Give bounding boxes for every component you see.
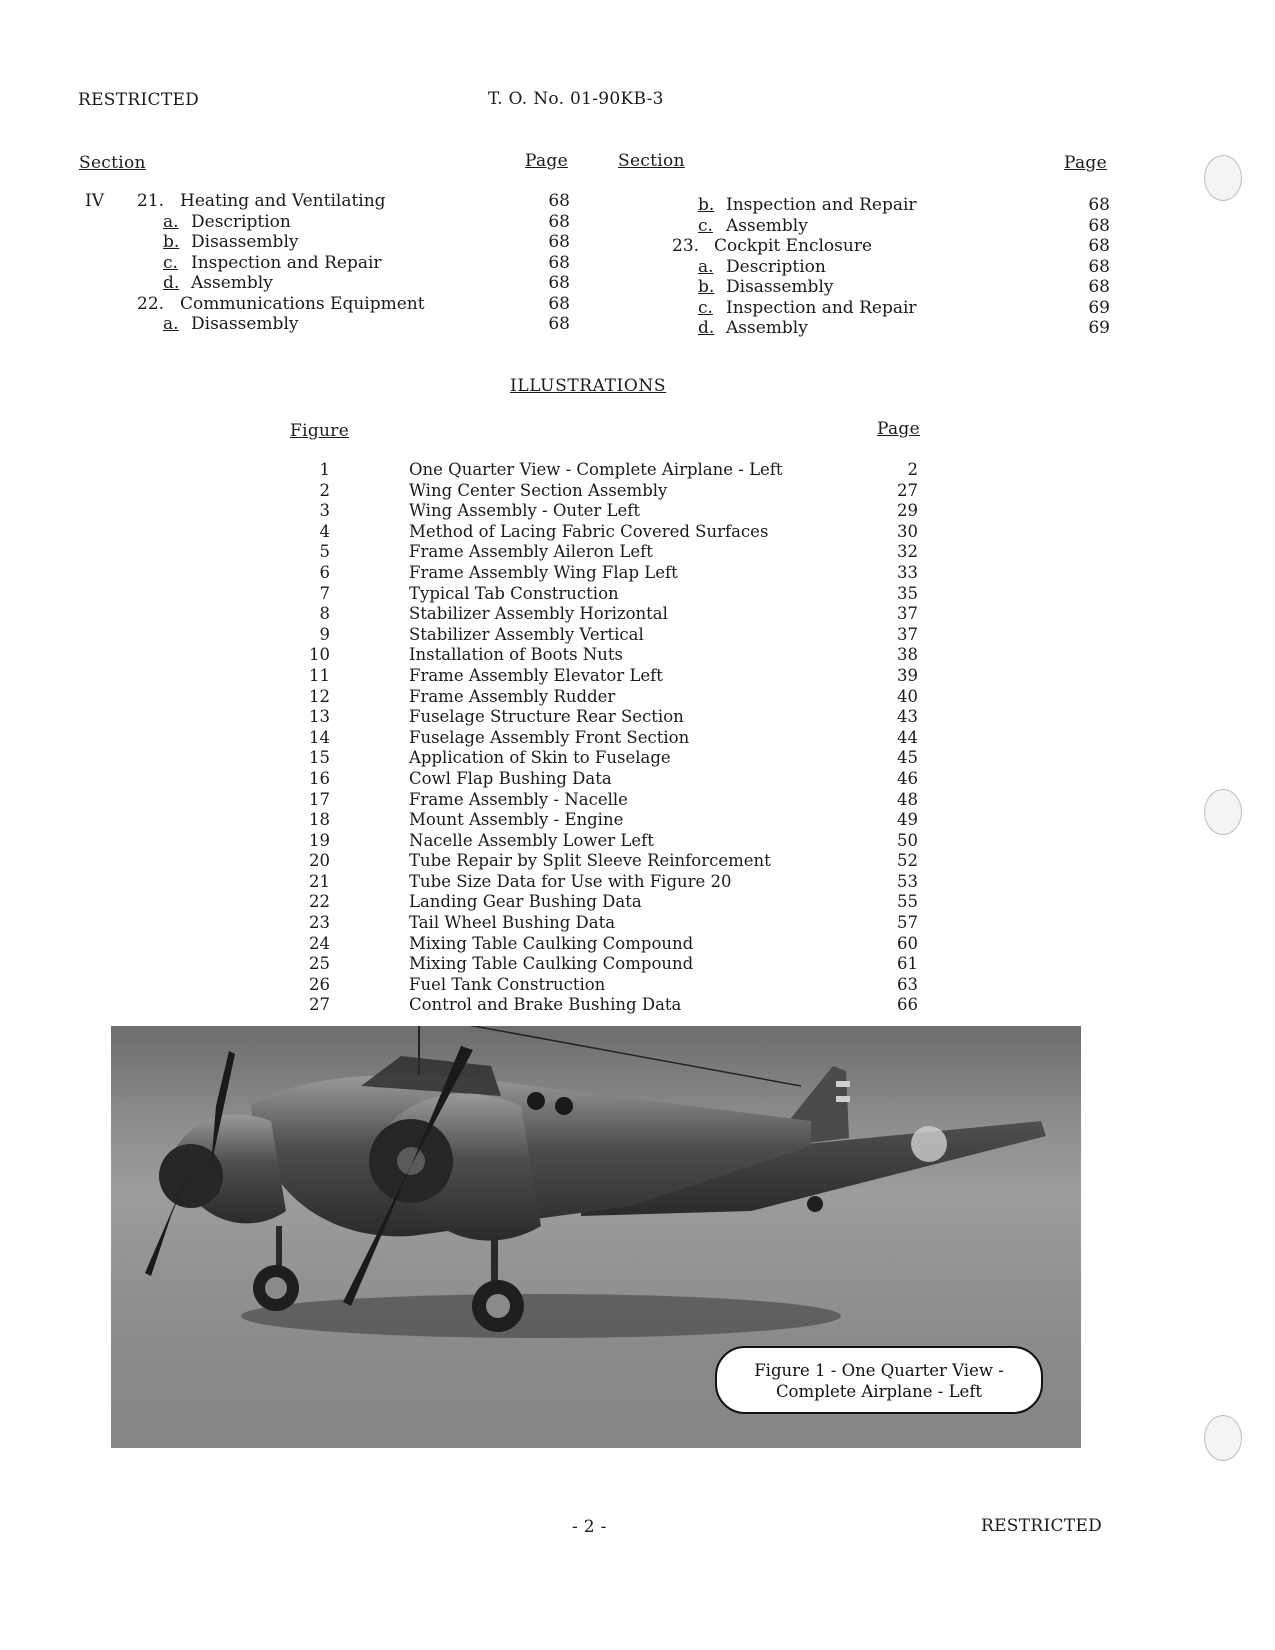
toc-item-number: 21. bbox=[137, 191, 165, 211]
toc-page-number: 68 bbox=[1088, 256, 1110, 277]
toc-page-number: 69 bbox=[1088, 297, 1110, 318]
illustration-row bbox=[0, 934, 1000, 955]
toc-entry bbox=[600, 277, 1120, 298]
figure-title: Tail Wheel Bushing Data bbox=[409, 913, 616, 933]
figure-page-number: 33 bbox=[897, 562, 918, 582]
figure-title: Fuel Tank Construction bbox=[409, 974, 606, 994]
illustration-row bbox=[0, 872, 1000, 893]
figure-title: Wing Assembly - Outer Left bbox=[409, 501, 641, 521]
figure-number: 22 bbox=[309, 892, 330, 912]
toc-page-number: 68 bbox=[1088, 277, 1110, 297]
toc-entry-title: Inspection and Repair bbox=[191, 252, 382, 273]
figure-title: Frame Assembly Aileron Left bbox=[409, 542, 653, 562]
figure-title: Mixing Table Caulking Compound bbox=[409, 933, 694, 953]
figure-title: Mount Assembly - Engine bbox=[409, 810, 624, 830]
header-tech-order-number: T. O. No. 01-90KB-3 bbox=[488, 89, 664, 109]
airplane-photo bbox=[111, 1026, 1081, 1448]
figure-title: Wing Center Section Assembly bbox=[409, 480, 668, 500]
figure-title: Installation of Boots Nuts bbox=[409, 645, 623, 665]
footer-page-number: - 2 - bbox=[572, 1517, 607, 1537]
toc-entry bbox=[0, 273, 600, 294]
toc-subitem-letter: c. bbox=[698, 297, 713, 318]
toc-right-list bbox=[600, 195, 1120, 339]
figure-number: 23 bbox=[309, 913, 330, 933]
figure-page-number: 50 bbox=[897, 830, 918, 850]
figure-page-number: 57 bbox=[897, 913, 918, 933]
toc-section-number: IV bbox=[85, 191, 104, 211]
toc-entry bbox=[600, 257, 1120, 278]
illustration-row bbox=[0, 460, 1000, 481]
illustration-row bbox=[0, 481, 1000, 502]
figure-number: 9 bbox=[319, 624, 330, 644]
toc-page-number: 68 bbox=[548, 314, 570, 334]
punch-hole bbox=[1204, 789, 1242, 835]
illustration-row bbox=[0, 707, 1000, 728]
toc-entry bbox=[0, 191, 600, 212]
figure-page-number: 37 bbox=[897, 624, 918, 644]
toc-subitem-letter: c. bbox=[163, 252, 178, 273]
toc-entry bbox=[600, 298, 1120, 319]
toc-entry bbox=[600, 195, 1120, 216]
toc-page-number: 68 bbox=[548, 191, 570, 211]
toc-subitem-letter: a. bbox=[698, 256, 714, 277]
toc-entry bbox=[0, 294, 600, 315]
figure-page-number: 39 bbox=[897, 665, 918, 685]
figure-title: Stabilizer Assembly Vertical bbox=[409, 624, 644, 644]
toc-entry-title: Assembly bbox=[726, 215, 808, 236]
figure-title: Stabilizer Assembly Horizontal bbox=[409, 604, 668, 624]
figure-number: 16 bbox=[309, 768, 330, 788]
figure-page-number: 38 bbox=[897, 645, 918, 665]
figure-number: 19 bbox=[309, 830, 330, 850]
figure-number: 24 bbox=[309, 933, 330, 953]
figure-page-number: 43 bbox=[897, 707, 918, 727]
illustration-row bbox=[0, 728, 1000, 749]
figure-page-number: 2 bbox=[907, 460, 918, 479]
figure-number: 15 bbox=[309, 748, 330, 768]
figure-page-number: 49 bbox=[897, 810, 918, 830]
toc-page-number: 68 bbox=[1088, 215, 1110, 236]
figure-title: Method of Lacing Fabric Covered Surfaces bbox=[409, 521, 769, 541]
figure-title: Mixing Table Caulking Compound bbox=[409, 954, 694, 974]
figure-page-number: 40 bbox=[897, 686, 918, 706]
toc-entry-title: Description bbox=[726, 256, 826, 277]
illustration-row bbox=[0, 892, 1000, 913]
figure-number: 14 bbox=[309, 727, 330, 747]
figure-number: 6 bbox=[319, 562, 330, 582]
toc-entry bbox=[600, 318, 1120, 339]
figure-number: 21 bbox=[309, 871, 330, 891]
punch-hole bbox=[1204, 155, 1242, 201]
figure-title: Application of Skin to Fuselage bbox=[409, 748, 671, 768]
toc-entry bbox=[0, 212, 600, 233]
figure-number: 12 bbox=[309, 686, 330, 706]
figure-caption-line: Figure 1 - One Quarter View - bbox=[754, 1361, 1004, 1380]
figure-number: 17 bbox=[309, 789, 330, 809]
toc-right-page-label: Page bbox=[1064, 153, 1107, 173]
illustration-row bbox=[0, 851, 1000, 872]
toc-right-section-label: Section bbox=[618, 151, 685, 171]
figure-number: 4 bbox=[319, 521, 330, 541]
toc-entry-title: Disassembly bbox=[191, 232, 299, 252]
figure-title: Frame Assembly Wing Flap Left bbox=[409, 562, 678, 582]
illustration-row bbox=[0, 604, 1000, 625]
toc-page-number: 68 bbox=[548, 293, 570, 314]
toc-page-number: 68 bbox=[1088, 236, 1110, 256]
illustration-row bbox=[0, 522, 1000, 543]
toc-subitem-letter: a. bbox=[163, 314, 179, 334]
figure-title: Tube Repair by Split Sleeve Reinforcement bbox=[409, 851, 771, 871]
illustration-row bbox=[0, 954, 1000, 975]
figure-number: 5 bbox=[319, 542, 330, 562]
figure-page-number: 35 bbox=[897, 583, 918, 603]
figure-title: Tube Size Data for Use with Figure 20 bbox=[409, 871, 732, 891]
figure-number: 18 bbox=[309, 810, 330, 830]
illustration-row bbox=[0, 995, 1000, 1016]
toc-page-number: 69 bbox=[1088, 318, 1110, 338]
figure-number: 11 bbox=[309, 665, 330, 685]
figure-number: 20 bbox=[309, 851, 330, 871]
toc-left-page-label: Page bbox=[525, 151, 568, 171]
illustration-row bbox=[0, 625, 1000, 646]
toc-entry-title: Inspection and Repair bbox=[726, 297, 917, 318]
figure-page-number: 63 bbox=[897, 974, 918, 994]
figure-number: 7 bbox=[319, 583, 330, 603]
illustration-row bbox=[0, 790, 1000, 811]
figure-number: 1 bbox=[319, 460, 330, 479]
figure-page-number: 48 bbox=[897, 789, 918, 809]
toc-item-number: 23. bbox=[672, 236, 700, 256]
illustrations-list bbox=[0, 460, 1000, 1016]
illustration-row bbox=[0, 748, 1000, 769]
figure-title: Fuselage Assembly Front Section bbox=[409, 727, 690, 747]
illustration-row bbox=[0, 975, 1000, 996]
figure-title: Landing Gear Bushing Data bbox=[409, 892, 642, 912]
toc-page-number: 68 bbox=[548, 273, 570, 293]
figure-number: 3 bbox=[319, 501, 330, 521]
figure-title: One Quarter View - Complete Airplane - Left bbox=[409, 460, 783, 479]
figure-page-number: 46 bbox=[897, 768, 918, 788]
illustration-row bbox=[0, 584, 1000, 605]
toc-entry-title: Description bbox=[191, 211, 291, 232]
illustration-row bbox=[0, 666, 1000, 687]
illustration-row bbox=[0, 563, 1000, 584]
figure-title: Fuselage Structure Rear Section bbox=[409, 707, 684, 727]
toc-entry bbox=[0, 253, 600, 274]
figure-page-number: 32 bbox=[897, 542, 918, 562]
figure-page-number: 60 bbox=[897, 933, 918, 953]
figure-page-number: 44 bbox=[897, 727, 918, 747]
toc-page-number: 68 bbox=[1088, 195, 1110, 215]
illustration-row bbox=[0, 542, 1000, 563]
toc-entry-title: Assembly bbox=[191, 273, 273, 293]
figure-page-number: 55 bbox=[897, 892, 918, 912]
toc-entry-title: Inspection and Repair bbox=[726, 195, 917, 215]
figure-page-number: 45 bbox=[897, 748, 918, 768]
toc-entry bbox=[0, 314, 600, 335]
illustration-row bbox=[0, 769, 1000, 790]
figure-title: Cowl Flap Bushing Data bbox=[409, 768, 612, 788]
toc-item-number: 22. bbox=[137, 293, 165, 314]
header-restricted-label: RESTRICTED bbox=[78, 90, 200, 110]
figure-title: Typical Tab Construction bbox=[409, 583, 619, 603]
illustration-row bbox=[0, 687, 1000, 708]
toc-entry-title: Communications Equipment bbox=[180, 293, 425, 314]
toc-entry-title: Cockpit Enclosure bbox=[714, 236, 873, 256]
toc-page-number: 68 bbox=[548, 232, 570, 252]
toc-entry bbox=[0, 232, 600, 253]
toc-entry bbox=[600, 236, 1120, 257]
toc-entry-title: Assembly bbox=[726, 318, 808, 338]
illustration-row bbox=[0, 645, 1000, 666]
figure-number: 27 bbox=[309, 995, 330, 1015]
figure-caption-line: Complete Airplane - Left bbox=[775, 1382, 983, 1401]
figure-page-number: 66 bbox=[897, 995, 918, 1015]
figure-page-number: 37 bbox=[897, 604, 918, 624]
toc-entry-title: Disassembly bbox=[191, 314, 299, 334]
illustrations-page-label: Page bbox=[877, 419, 920, 439]
toc-subitem-letter: b. bbox=[698, 195, 715, 215]
figure-page-number: 61 bbox=[897, 954, 918, 974]
figure-number: 26 bbox=[309, 974, 330, 994]
illustration-row bbox=[0, 810, 1000, 831]
figure-page-number: 53 bbox=[897, 871, 918, 891]
toc-subitem-letter: c. bbox=[698, 215, 713, 236]
figure-page-number: 30 bbox=[897, 521, 918, 541]
toc-entry bbox=[600, 216, 1120, 237]
figure-number: 13 bbox=[309, 707, 330, 727]
figure-title: Nacelle Assembly Lower Left bbox=[409, 830, 654, 850]
figure-number: 2 bbox=[319, 480, 330, 500]
figure-page-number: 29 bbox=[897, 501, 918, 521]
toc-page-number: 68 bbox=[548, 211, 570, 232]
figure-number: 8 bbox=[319, 604, 330, 624]
figure-title: Frame Assembly Elevator Left bbox=[409, 665, 663, 685]
toc-left-section-label: Section bbox=[79, 153, 146, 173]
illustration-row bbox=[0, 501, 1000, 522]
toc-subitem-letter: a. bbox=[163, 211, 179, 232]
figure-number: 10 bbox=[309, 645, 330, 665]
illustration-row bbox=[0, 913, 1000, 934]
toc-subitem-letter: d. bbox=[163, 273, 180, 293]
toc-subitem-letter: b. bbox=[163, 232, 180, 252]
footer-restricted-label: RESTRICTED bbox=[981, 1516, 1103, 1536]
toc-left-list bbox=[0, 191, 600, 335]
toc-subitem-letter: d. bbox=[698, 318, 715, 338]
figure-title: Frame Assembly - Nacelle bbox=[409, 789, 628, 809]
illustrations-heading: ILLUSTRATIONS bbox=[510, 376, 667, 396]
punch-hole bbox=[1204, 1415, 1242, 1461]
toc-entry-title: Disassembly bbox=[726, 277, 834, 297]
figure-caption bbox=[715, 1346, 1043, 1414]
figure-number: 25 bbox=[309, 954, 330, 974]
illustration-row bbox=[0, 831, 1000, 852]
toc-subitem-letter: b. bbox=[698, 277, 715, 297]
figure-title: Frame Assembly Rudder bbox=[409, 686, 616, 706]
illustrations-figure-label: Figure bbox=[290, 421, 350, 441]
figure-title: Control and Brake Bushing Data bbox=[409, 995, 682, 1015]
figure-page-number: 27 bbox=[897, 480, 918, 500]
toc-entry-title: Heating and Ventilating bbox=[180, 191, 386, 211]
toc-page-number: 68 bbox=[548, 252, 570, 273]
figure-page-number: 52 bbox=[897, 851, 918, 871]
